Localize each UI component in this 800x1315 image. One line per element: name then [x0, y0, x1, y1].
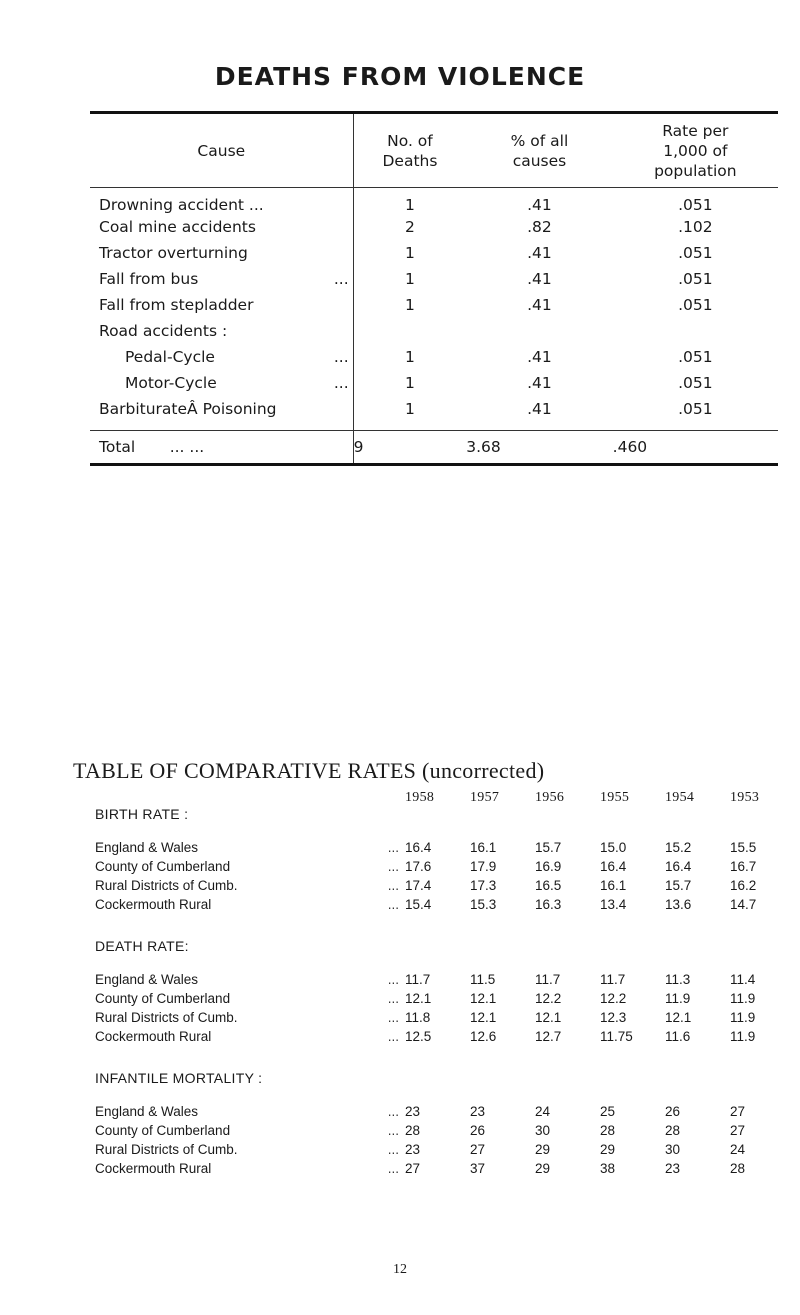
- rate-value: 27: [730, 1123, 746, 1138]
- deaths-body: [90, 188, 778, 431]
- year-header: 1955: [600, 790, 630, 805]
- rates-label-cell: [95, 1008, 405, 1027]
- rate-value: 16.2: [730, 878, 757, 893]
- rate-value: 17.4: [405, 878, 432, 893]
- header-deaths: No. of Deaths: [382, 131, 438, 170]
- rates-label-cell: [95, 857, 405, 876]
- rate-value: 15.7: [535, 840, 562, 855]
- rate-value: 25: [600, 1104, 616, 1119]
- percent-cell: .41: [527, 400, 552, 418]
- rate-value: 12.1: [665, 1010, 692, 1025]
- header-percent: % of all causes: [510, 131, 569, 170]
- section-heading: DEATH RATE:: [95, 938, 189, 954]
- spacer-row: [90, 422, 778, 430]
- rates-label-cell: [95, 1121, 405, 1140]
- empty-cell: [730, 1046, 795, 1086]
- deaths-row: [90, 292, 778, 318]
- empty-cell: [405, 1046, 470, 1086]
- rate-value: 11.7: [600, 972, 626, 987]
- rates-label: Cockermouth Rural: [95, 897, 212, 912]
- rates-row: [95, 1027, 795, 1046]
- rate-value: 14.7: [730, 897, 757, 912]
- empty-cell: [535, 1046, 600, 1086]
- cause-text: BarbiturateÂ Poisoning: [99, 400, 277, 418]
- rate-value: 15.5: [730, 840, 757, 855]
- rate-value: 26: [470, 1123, 486, 1138]
- empty-cell: [665, 914, 730, 954]
- cause-text: Motor-Cycle: [125, 374, 217, 392]
- empty-cell: [470, 914, 535, 954]
- rate-cell: .051: [678, 196, 713, 214]
- deaths-table: [90, 111, 778, 466]
- cause-text: Fall from stepladder: [99, 296, 254, 314]
- rate-value: 16.5: [535, 878, 562, 893]
- deaths-row: [90, 240, 778, 266]
- rate-value: 23: [665, 1161, 681, 1176]
- rate-cell: .102: [678, 218, 713, 236]
- deaths-cell: 1: [405, 296, 415, 314]
- deaths-cell: 1: [405, 400, 415, 418]
- leader-dots: ...: [333, 348, 349, 366]
- gap-row: [95, 954, 795, 970]
- rates-label: Rural Districts of Cumb.: [95, 1142, 238, 1157]
- road-heading: Road accidents :: [90, 318, 353, 344]
- rate-value: 13.4: [600, 897, 627, 912]
- empty-cell: [405, 914, 470, 954]
- rates-label: Cockermouth Rural: [95, 1161, 212, 1176]
- rate-value: 11.7: [535, 972, 561, 987]
- rates-section-heading-row: [95, 914, 795, 954]
- cause-text: Drowning accident ...: [99, 196, 264, 214]
- header-rate: Rate per 1,000 of population: [654, 121, 737, 180]
- rates-label: County of Cumberland: [95, 859, 231, 874]
- rates-row: [95, 876, 795, 895]
- leader-dots: ...: [387, 878, 399, 893]
- leader-dots: ...: [387, 1104, 399, 1119]
- year-header: 1957: [470, 790, 500, 805]
- deaths-row: [90, 396, 778, 422]
- total-label: Total ... ...: [90, 430, 353, 464]
- rates-row: [95, 1121, 795, 1140]
- rate-value: 28: [665, 1123, 681, 1138]
- rate-value: 30: [665, 1142, 681, 1157]
- deaths-cell: 1: [405, 374, 415, 392]
- percent-cell: .41: [527, 244, 552, 262]
- rate-value: 11.9: [665, 991, 691, 1006]
- leader-dots: ...: [387, 840, 399, 855]
- rate-value: 27: [470, 1142, 486, 1157]
- rate-value: 11.9: [730, 1029, 756, 1044]
- deaths-cell: 2: [405, 218, 415, 236]
- rate-cell: .051: [678, 400, 713, 418]
- header-cause: Cause: [90, 113, 353, 188]
- deaths-cell: 1: [405, 270, 415, 288]
- rate-value: 30: [535, 1123, 551, 1138]
- leader-dots: ...: [387, 1142, 399, 1157]
- rate-value: 15.2: [665, 840, 692, 855]
- rates-label: County of Cumberland: [95, 991, 231, 1006]
- rate-value: 38: [600, 1161, 616, 1176]
- rate-value: 28: [730, 1161, 746, 1176]
- cause-text: Tractor overturning: [99, 244, 248, 262]
- rate-cell: .051: [678, 244, 713, 262]
- empty-cell: [730, 914, 795, 954]
- rate-value: 12.1: [470, 1010, 497, 1025]
- rate-value: 12.1: [405, 991, 432, 1006]
- rate-value: 16.3: [535, 897, 562, 912]
- cause-cell: [90, 240, 353, 266]
- rate-value: 37: [470, 1161, 486, 1176]
- spacer-cell: [90, 422, 353, 430]
- rate-value: 12.3: [600, 1010, 627, 1025]
- rates-label-cell: [95, 989, 405, 1008]
- cause-cell: [90, 214, 353, 240]
- empty-cell: [600, 914, 665, 954]
- rate-value: 28: [405, 1123, 421, 1138]
- rates-row: [95, 838, 795, 857]
- empty-cell: [353, 318, 466, 344]
- cause-cell: [90, 266, 353, 292]
- rate-value: 12.1: [470, 991, 497, 1006]
- empty-cell: [470, 1046, 535, 1086]
- empty-cell: [613, 318, 778, 344]
- deaths-row: [90, 266, 778, 292]
- gap-cell: [95, 1086, 405, 1102]
- cause-cell: [90, 370, 353, 396]
- rates-row: [95, 1008, 795, 1027]
- rates-row: [95, 989, 795, 1008]
- rate-value: 16.9: [535, 859, 562, 874]
- rate-cell: .051: [678, 374, 713, 392]
- rates-label-cell: [95, 895, 405, 914]
- gap-cell: [95, 954, 405, 970]
- rate-value: 12.2: [535, 991, 562, 1006]
- rate-value: 11.4: [730, 972, 756, 987]
- deaths-cell: 1: [405, 244, 415, 262]
- rate-value: 16.1: [600, 878, 627, 893]
- rate-value: 17.3: [470, 878, 497, 893]
- rate-value: 12.6: [470, 1029, 497, 1044]
- deaths-row: [90, 188, 778, 215]
- spacer-cell: [466, 422, 612, 430]
- rates-label-cell: [95, 1102, 405, 1121]
- rates-label-cell: [95, 1027, 405, 1046]
- deaths-cell: 1: [405, 348, 415, 366]
- year-header: 1956: [535, 790, 565, 805]
- rates-row: [95, 1140, 795, 1159]
- rates-row: [95, 895, 795, 914]
- leader-dots: ...: [387, 972, 399, 987]
- rate-value: 29: [535, 1142, 551, 1157]
- rate-value: 16.4: [600, 859, 627, 874]
- rate-value: 11.3: [665, 972, 691, 987]
- empty-cell: [600, 1046, 665, 1086]
- gap-row: [95, 822, 795, 838]
- gap-cell: [95, 822, 405, 838]
- percent-cell: .41: [527, 196, 552, 214]
- cause-cell: [90, 396, 353, 422]
- rate-value: 15.7: [665, 878, 692, 893]
- section-heading: BIRTH RATE :: [95, 806, 189, 822]
- deaths-row: [90, 370, 778, 396]
- rates-label: England & Wales: [95, 840, 199, 855]
- road-heading-row: [90, 318, 778, 344]
- section-heading: INFANTILE MORTALITY :: [95, 1070, 263, 1086]
- total-percent: 3.68: [466, 437, 501, 456]
- rate-cell: .051: [678, 270, 713, 288]
- rates-table: [95, 790, 795, 1178]
- rates-label-cell: [95, 1140, 405, 1159]
- deaths-row: [90, 344, 778, 370]
- page-number: 12: [393, 1262, 407, 1277]
- rate-value: 12.1: [535, 1010, 562, 1025]
- rates-row: [95, 970, 795, 989]
- rate-cell: .051: [678, 296, 713, 314]
- spacer-cell: [353, 422, 466, 430]
- gap-row: [95, 1086, 795, 1102]
- rate-value: 15.0: [600, 840, 627, 855]
- rates-label: Rural Districts of Cumb.: [95, 878, 238, 893]
- percent-cell: .41: [527, 374, 552, 392]
- rates-title: TABLE OF COMPARATIVE RATES (uncorrected): [73, 758, 545, 783]
- rate-value: 11.8: [405, 1010, 431, 1025]
- rate-value: 11.9: [730, 1010, 756, 1025]
- rate-value: 23: [470, 1104, 486, 1119]
- year-header: 1958: [405, 790, 435, 805]
- cause-text: Coal mine accidents: [99, 218, 256, 236]
- rate-value: 16.1: [470, 840, 497, 855]
- deaths-title: DEATHS FROM VIOLENCE: [214, 62, 586, 91]
- rates-label: England & Wales: [95, 972, 199, 987]
- rates-label-cell: [95, 876, 405, 895]
- deaths-row: [90, 214, 778, 240]
- rate-value: 15.4: [405, 897, 432, 912]
- empty-cell: [665, 1046, 730, 1086]
- percent-cell: .41: [527, 348, 552, 366]
- rate-value: 12.5: [405, 1029, 432, 1044]
- rate-value: 13.6: [665, 897, 692, 912]
- rates-label-cell: [95, 970, 405, 989]
- spacer-cell: [613, 422, 778, 430]
- percent-cell: .82: [527, 218, 552, 236]
- deaths-cell: 1: [405, 196, 415, 214]
- rate-value: 26: [665, 1104, 681, 1119]
- rate-value: 17.6: [405, 859, 432, 874]
- deaths-total-row: [90, 430, 778, 464]
- empty-cell: [535, 914, 600, 954]
- rate-value: 23: [405, 1142, 421, 1157]
- rates-row: [95, 1159, 795, 1178]
- rates-label-cell: [95, 1159, 405, 1178]
- rate-value: 11.75: [600, 1029, 633, 1044]
- cause-cell: [90, 292, 353, 318]
- leader-dots: ...: [387, 1123, 399, 1138]
- rate-value: 23: [405, 1104, 421, 1119]
- rate-value: 17.9: [470, 859, 497, 874]
- rate-value: 24: [535, 1104, 551, 1119]
- rate-value: 24: [730, 1142, 746, 1157]
- rate-value: 27: [730, 1104, 746, 1119]
- cause-cell: [90, 188, 353, 215]
- leader-dots: ...: [333, 374, 349, 392]
- rate-value: 16.4: [405, 840, 432, 855]
- total-deaths: 9: [353, 437, 364, 456]
- rate-value: 28: [600, 1123, 616, 1138]
- leader-dots: ...: [387, 897, 399, 912]
- rate-value: 16.7: [730, 859, 757, 874]
- rates-row: [95, 1102, 795, 1121]
- rates-label-cell: [95, 838, 405, 857]
- rate-value: 29: [535, 1161, 551, 1176]
- leader-dots: ...: [387, 859, 399, 874]
- percent-cell: .41: [527, 296, 552, 314]
- leader-dots: ...: [333, 270, 349, 288]
- year-header: 1954: [665, 790, 695, 805]
- rate-value: 16.4: [665, 859, 692, 874]
- rates-label: Cockermouth Rural: [95, 1029, 212, 1044]
- cause-text: Fall from bus: [99, 270, 199, 288]
- total-rate: .460: [612, 437, 648, 456]
- rate-value: 12.2: [600, 991, 627, 1006]
- rate-value: 15.3: [470, 897, 497, 912]
- leader-dots: ...: [387, 1029, 399, 1044]
- rates-row: [95, 857, 795, 876]
- leader-dots: ...: [387, 991, 399, 1006]
- rates-body: [95, 790, 795, 1178]
- rate-value: 12.7: [535, 1029, 562, 1044]
- rates-label: Rural Districts of Cumb.: [95, 1010, 238, 1025]
- leader-dots: ...: [387, 1161, 399, 1176]
- rates-label: England & Wales: [95, 1104, 199, 1119]
- empty-cell: [466, 318, 612, 344]
- percent-cell: .41: [527, 270, 552, 288]
- leader-dots: ...: [387, 1010, 399, 1025]
- rate-value: 27: [405, 1161, 421, 1176]
- rate-value: 11.6: [665, 1029, 691, 1044]
- deaths-header-row: [90, 113, 778, 188]
- rates-section-heading-row: [95, 790, 795, 822]
- rate-value: 11.5: [470, 972, 496, 987]
- year-header: 1953: [730, 790, 760, 805]
- rate-value: 11.7: [405, 972, 431, 987]
- cause-cell: [90, 344, 353, 370]
- rate-cell: .051: [678, 348, 713, 366]
- rate-value: 29: [600, 1142, 616, 1157]
- rate-value: 11.9: [730, 991, 756, 1006]
- rates-label: County of Cumberland: [95, 1123, 231, 1138]
- rates-section-heading-row: [95, 1046, 795, 1086]
- cause-text: Pedal-Cycle: [125, 348, 215, 366]
